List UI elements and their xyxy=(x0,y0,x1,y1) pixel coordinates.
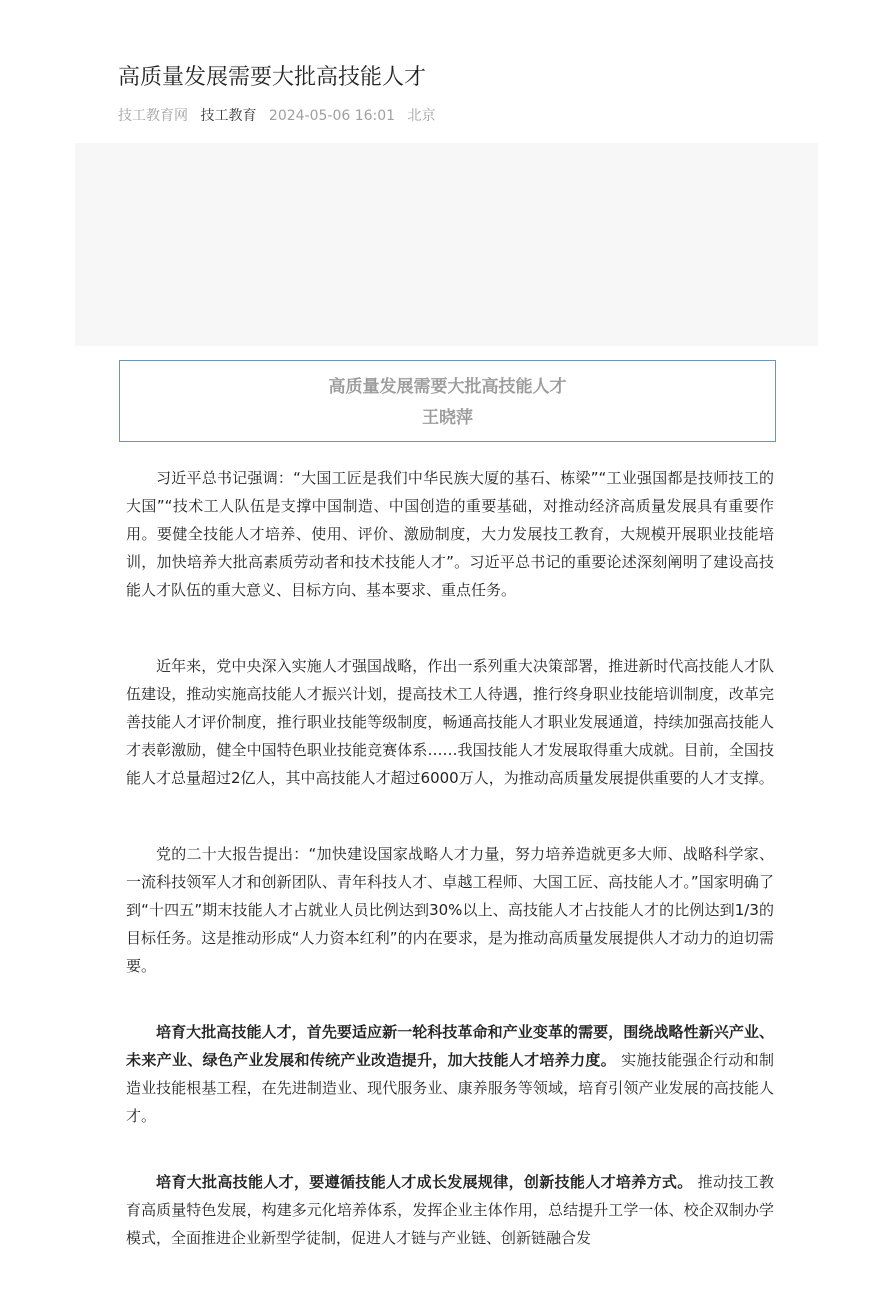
paragraph-5 xyxy=(126,1168,774,1252)
meta-author[interactable]: 技工教育 xyxy=(200,108,257,124)
article-meta xyxy=(118,104,444,128)
paragraph-2 xyxy=(126,652,774,792)
meta-location: 北京 xyxy=(407,108,436,124)
meta-datetime: 2024-05-06 16:01 xyxy=(268,108,396,124)
headline-box xyxy=(119,360,776,442)
paragraph-lead: 培育大批高技能人才，要遵循技能人才成长发展规律，创新技能人才培养方式。 xyxy=(156,1173,693,1191)
paragraph-text: 近年来，党中央深入实施人才强国战略，作出一系列重大决策部署，推进新时代高技能人才队伍建设，推动实施高技能人才振兴计划，提高技术工人待遇，推行终身职业技能培训制度，改革完善技能人才评价制度，推行职业技能等级制度，畅通高技能人才职业发展通道，持续加强高技能人才表彰激励，健全中国特色职业技能竞赛体系……我国技能人才发展取得重大成就。目前，全国技能人才总量超过2亿人，其中高技能人才超过6000万人，为推动高质量发展提供重要的人才支撑。 xyxy=(126,657,774,787)
paragraph-4 xyxy=(126,1018,774,1130)
paragraph-text: 党的二十大报告提出：“加快建设国家战略人才力量，努力培养造就更多大师、战略科学家、一流科技领军人才和创新团队、青年科技人才、卓越工程师、大国工匠、高技能人才。”国家明确了到“十四五”期末技能人才占就业人员比例达到30%以上、高技能人才占技能人才的比例达到1/3的目标任务。这是推动形成“人力资本红利”的内在要求，是为推动高质量发展提供人才动力的迫切需要。 xyxy=(126,845,774,975)
paragraph-1 xyxy=(126,464,774,604)
paragraph-text: 实施技能强企行动和制造业技能根基工程，在先进制造业、现代服务业、康养服务等领域，培育引领产业发展的高技能人才。 xyxy=(126,1051,774,1125)
meta-source[interactable]: 技工教育网 xyxy=(118,108,188,124)
paragraph-3 xyxy=(126,840,774,980)
paragraph-text: 习近平总书记强调：“大国工匠是我们中华民族大厦的基石、栋梁”“工业强国都是技师技工的大国”“技术工人队伍是支撑中国制造、中国创造的重要基础，对推动经济高质量发展具有重要作用。要健全技能人才培养、使用、评价、激励制度，大力发展技工教育，大规模开展职业技能培训，加快培养大批高素质劳动者和技术技能人才”。习近平总书记的重要论述深刻阐明了建设高技能人才队伍的重大意义、目标方向、基本要求、重点任务。 xyxy=(126,469,774,599)
headline-title: 高质量发展需要大批高技能人才 xyxy=(328,377,567,397)
banner-image-placeholder xyxy=(75,143,818,346)
paragraph-lead: 培育大批高技能人才，首先要适应新一轮科技革命和产业变革的需要，围绕战略性新兴产业、未来产业、绿色产业发展和传统产业改造提升，加大技能人才培养力度。 xyxy=(126,1023,774,1069)
paragraph-text: 推动技工教育高质量特色发展，构建多元化培养体系，发挥企业主体作用，总结提升工学一体、校企双制办学模式，全面推进企业新型学徒制，促进人才链与产业链、创新链融合发 xyxy=(126,1173,774,1247)
page-title: 高质量发展需要大批高技能人才 xyxy=(118,65,427,90)
headline-author: 王晓萍 xyxy=(422,408,473,428)
article-body xyxy=(126,464,774,1300)
